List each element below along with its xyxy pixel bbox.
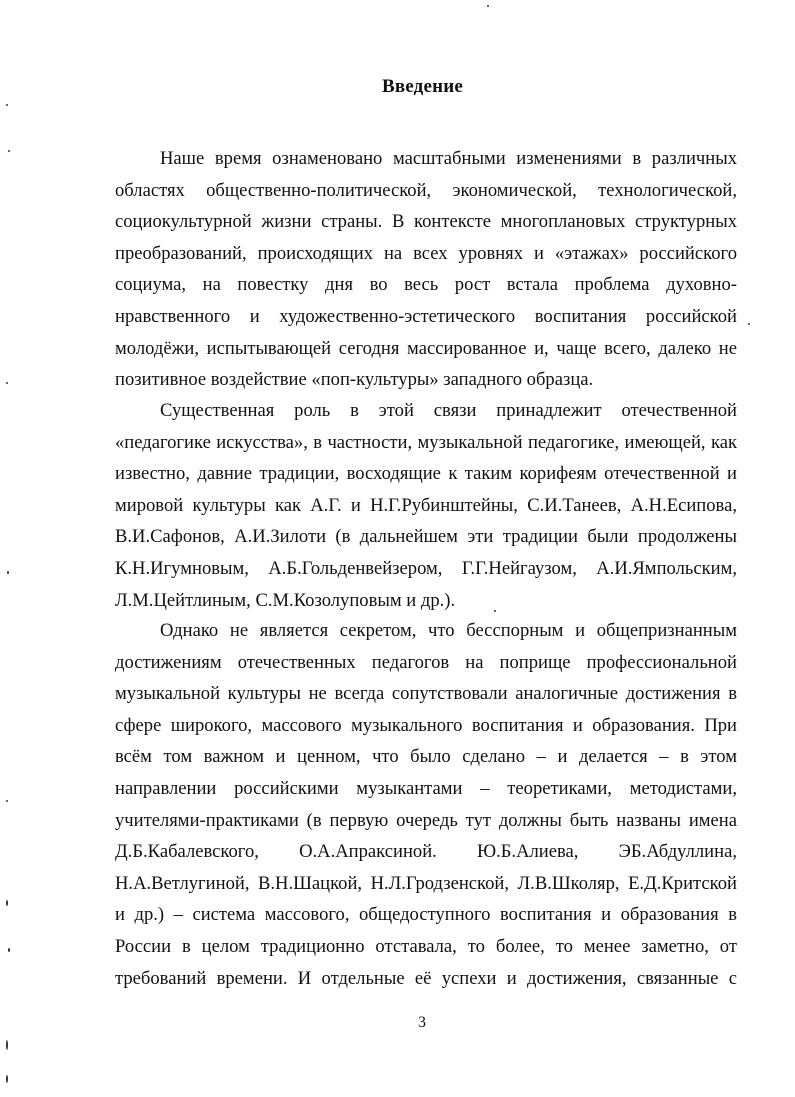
paragraph-2 bbox=[115, 395, 737, 616]
text-line: Однако не является секретом, что бесспорным и общепризнанным bbox=[160, 620, 737, 641]
scan-speck bbox=[487, 5, 489, 7]
text-line: всём том важном и ценном, что было сделано – и делается – в этом bbox=[115, 746, 737, 768]
text-line: требований времени. И отдельные её успехи и достижения, связанные с bbox=[115, 967, 737, 989]
scan-speck bbox=[6, 1075, 8, 1083]
text-line: известно, давние традиции, восходящие к таким корифеям отечественной и bbox=[115, 463, 737, 485]
scan-speck bbox=[6, 104, 8, 106]
scan-speck bbox=[7, 571, 9, 574]
text-line: музыкальной культуры не всегда сопутствовали аналогичные достижения в bbox=[115, 683, 737, 705]
scan-speck bbox=[6, 382, 8, 384]
text-line: и др.) – система массового, общедоступного воспитания и образования в bbox=[115, 904, 737, 926]
text-line: мировой культуры как А.Г. и Н.Г.Рубинштейны, С.И.Танеев, А.Н.Есипова, bbox=[115, 494, 737, 516]
scan-speck bbox=[8, 150, 10, 152]
paragraph-3 bbox=[115, 615, 737, 994]
paragraph-1 bbox=[115, 143, 737, 396]
text-line: России в целом традиционно отставала, то более, то менее заметно, от bbox=[115, 935, 737, 957]
text-line: социокультурной жизни страны. В контексте многоплановых структурных bbox=[115, 211, 737, 233]
text-line: учителями-практиками (в первую очередь тут должны быть названы имена bbox=[115, 809, 737, 831]
scan-speck bbox=[6, 1040, 8, 1050]
text-line: Наше время ознаменовано масштабными изменениями в различных bbox=[160, 148, 737, 169]
text-line: достижениям отечественных педагогов на поприще профессиональной bbox=[115, 651, 737, 673]
scan-speck bbox=[494, 610, 496, 612]
text-line: Д.Б.Кабалевского, О.А.Апраксиной. Ю.Б.Алиева, ЭБ.Абдуллина, bbox=[115, 841, 737, 863]
text-line: социума, на повестку дня во весь рост встала проблема духовно- bbox=[115, 274, 737, 296]
text-line: Существенная роль в этой связи принадлежит отечественной bbox=[160, 400, 737, 421]
text-line: нравственного и художественно-эстетического воспитания российской bbox=[115, 305, 737, 327]
text-line: направлении российскими музыкантами – теоретиками, методистами, bbox=[115, 777, 737, 799]
page-number: 3 bbox=[418, 1014, 426, 1031]
text-line: позитивное воздействие «поп-культуры» западного образца. bbox=[115, 369, 594, 391]
scan-speck bbox=[748, 323, 750, 325]
scan-speck bbox=[6, 800, 8, 802]
text-line: областях общественно-политической, экономической, технологической, bbox=[115, 179, 737, 201]
text-line: сфере широкого, массового музыкального воспитания и образования. При bbox=[115, 714, 737, 736]
text-line: молодёжи, испытывающей сегодня массированное и, чаще всего, далеко не bbox=[115, 337, 737, 359]
scan-speck bbox=[8, 948, 10, 952]
text-line: преобразований, происходящих на всех уровнях и «этажах» российского bbox=[115, 242, 737, 264]
text-line: Н.А.Ветлугиной, В.Н.Шацкой, Н.Л.Гродзенской, Л.В.Школяр, Е.Д.Критской bbox=[115, 872, 737, 894]
page-title: Введение bbox=[381, 76, 464, 97]
scan-speck bbox=[6, 900, 8, 906]
text-line: Л.М.Цейтлиным, С.М.Козолуповым и др.). bbox=[115, 589, 456, 611]
text-line: «педагогике искусства», в частности, музыкальной педагогике, имеющей, как bbox=[115, 431, 737, 453]
text-line: В.И.Сафонов, А.И.Зилоти (в дальнейшем эти традиции были продолжены bbox=[115, 526, 737, 548]
text-line: К.Н.Игумновым, А.Б.Гольденвейзером, Г.Г.Нейгаузом, А.И.Ямпольским, bbox=[115, 557, 737, 579]
